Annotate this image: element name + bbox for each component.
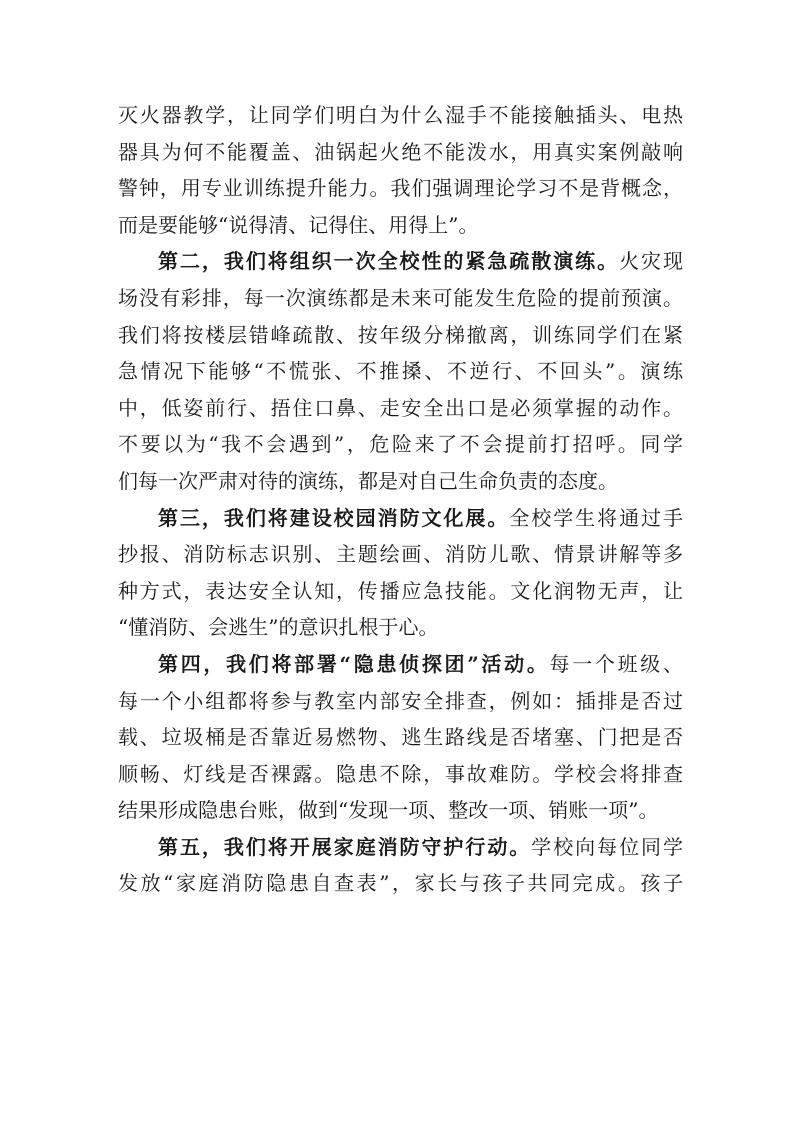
paragraph <box>118 646 683 829</box>
text-line: 灭火器教学，让同学们明白为什么湿手不能接触插头、电热 <box>118 103 683 127</box>
document-body <box>118 97 683 902</box>
text-line: 场没有彩排，每一次演练都是未来可能发生危险的提前预演。 <box>118 285 683 310</box>
text-line: 每一个小组都将参与教室内部安全排查，例如：插排是否过 <box>118 688 683 713</box>
text-line: 结果形成隐患台账，做到“发现一项、整改一项、销账一项”。 <box>118 798 659 823</box>
paragraph-heading: 第五，我们将开展家庭消防守护行动。 <box>158 834 532 859</box>
text-line: 载、垃圾桶是否靠近易燃物、逃生路线是否堵塞、门把是否 <box>118 725 683 750</box>
text-line: 急情况下能够“不慌张、不推搡、不逆行、不回头”。演练 <box>118 359 683 384</box>
text-line: 第五，我们将开展家庭消防守护行动。学校向每位同学 <box>158 834 683 859</box>
text-line: 发放“家庭消防隐患自查表”，家长与孩子共同完成。孩子 <box>118 871 683 896</box>
paragraph <box>118 97 683 243</box>
text-line: 不要以为“我不会遇到”，危险来了不会提前打招呼。同学 <box>118 432 683 457</box>
text-line: 第三，我们将建设校园消防文化展。全校学生将通过手 <box>158 505 683 530</box>
paragraph-heading: 第三，我们将建设校园消防文化展。 <box>158 505 510 530</box>
paragraph <box>118 829 683 902</box>
paragraph <box>118 243 683 499</box>
text-line: 中，低姿前行、捂住口鼻、走安全出口是必须掌握的动作。 <box>118 395 683 420</box>
text-line: 第四，我们将部署“隐患侦探团”活动。每一个班级、 <box>158 651 683 676</box>
text-line: 器具为何不能覆盖、油锅起火绝不能泼水，用真实案例敲响 <box>118 139 683 164</box>
text-line: 们每一次严肃对待的演练，都是对自己生命负责的态度。 <box>118 468 618 493</box>
text-line: 第二，我们将组织一次全校性的紧急疏散演练。火灾现 <box>158 249 683 274</box>
text-line: 警钟，用专业训练提升能力。我们强调理论学习不是背概念， <box>118 176 683 201</box>
text-line: 我们将按楼层错峰疏散、按年级分梯撤离，训练同学们在紧 <box>118 322 683 347</box>
paragraph-heading: 第四，我们将部署“隐患侦探团”活动。 <box>158 651 550 676</box>
text-line: 而是要能够“说得清、记得住、用得上”。 <box>118 212 479 237</box>
text-line: 抄报、消防标志识别、主题绘画、消防儿歌、情景讲解等多 <box>118 542 683 567</box>
paragraph-heading: 第二，我们将组织一次全校性的紧急疏散演练。 <box>158 249 620 274</box>
text-line: 顺畅、灯线是否裸露。隐患不除，事故难防。学校会将排查 <box>118 761 683 786</box>
text-line: “懂消防、会逃生”的意识扎根于心。 <box>118 615 439 640</box>
text-line: 种方式，表达安全认知，传播应急技能。文化润物无声，让 <box>118 578 683 603</box>
paragraph <box>118 500 683 646</box>
